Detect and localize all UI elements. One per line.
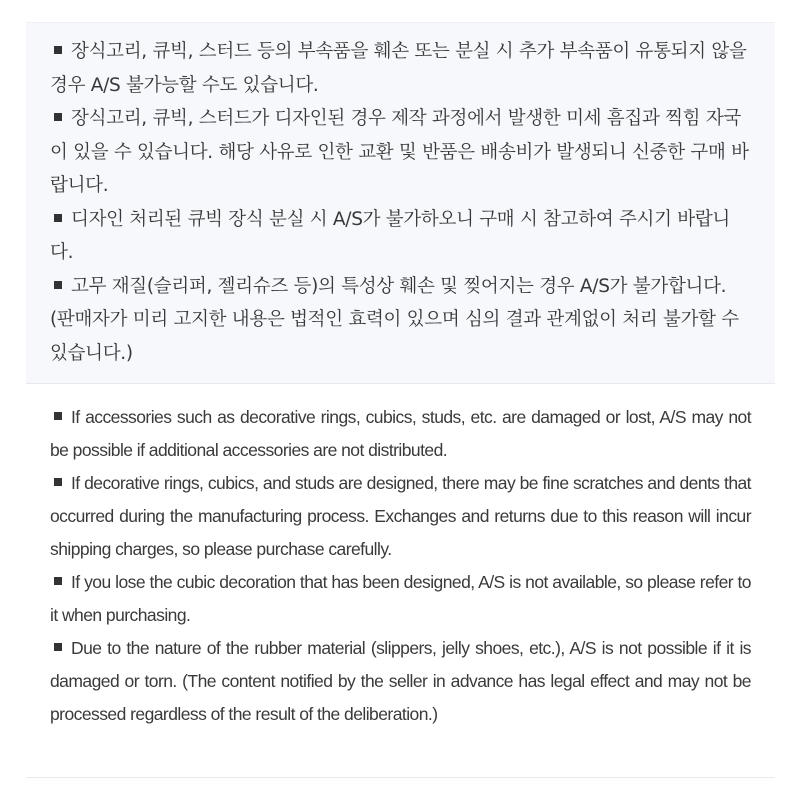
bullet-square-icon	[54, 113, 62, 121]
english-notice-text: If you lose the cubic decoration that has been designed, A/S is not available, so please refer to it when purchasing.	[50, 572, 751, 625]
bullet-square-icon	[54, 281, 62, 289]
english-notice-box	[26, 384, 775, 778]
korean-notice-text: 고무 재질(슬리퍼, 젤리슈즈 등)의 특성상 훼손 및 찢어지는 경우 A/S가 불가합니다. (판매자가 미리 고지한 내용은 법적인 효력이 있으며 심의 결과 관계없이 처리 불가할 수 있습니다.)	[50, 275, 739, 364]
bullet-square-icon	[54, 577, 62, 585]
bullet-square-icon	[54, 412, 62, 420]
korean-notice-text: 장식고리, 큐빅, 스터드가 디자인된 경우 제작 과정에서 발생한 미세 흠집과 찍힘 자국이 있을 수 있습니다. 해당 사유로 인한 교환 및 반품은 배송비가 발생되니 신중한 구매 바랍니다.	[50, 108, 749, 196]
english-notice-text: Due to the nature of the rubber material (slippers, jelly shoes, etc.), A/S is not possible if it is damaged or torn. (The content notified by the seller in advance has legal effect and may not be processed regardless of the result of the deliberation.)	[50, 638, 751, 724]
korean-notice-item	[50, 35, 751, 102]
english-notice-item	[50, 401, 751, 467]
korean-notice-box	[26, 22, 775, 384]
english-notice-text: If accessories such as decorative rings, cubics, studs, etc. are damaged or lost, A/S may not be possible if additional accessories are not distributed.	[50, 407, 751, 460]
english-notice-item	[50, 566, 751, 632]
bullet-square-icon	[54, 214, 62, 222]
english-notice-item	[50, 632, 751, 731]
english-notice-item	[50, 467, 751, 566]
korean-notice-text: 디자인 처리된 큐빅 장식 분실 시 A/S가 불가하오니 구매 시 참고하여 주시기 바랍니다.	[50, 208, 730, 263]
bullet-square-icon	[54, 478, 62, 486]
korean-notice-item	[50, 203, 751, 270]
bullet-square-icon	[54, 643, 62, 651]
korean-notice-item	[50, 102, 751, 203]
korean-notice-item	[50, 270, 751, 371]
english-notice-text: If decorative rings, cubics, and studs are designed, there may be fine scratches and dents that occurred during the manufacturing process. Exchanges and returns due to this reason will incur shipping charges, so please purchase carefully.	[50, 473, 751, 559]
bullet-square-icon	[54, 46, 62, 54]
korean-notice-text: 장식고리, 큐빅, 스터드 등의 부속품을 훼손 또는 분실 시 추가 부속품이 유통되지 않을 경우 A/S 불가능할 수도 있습니다.	[50, 41, 747, 96]
